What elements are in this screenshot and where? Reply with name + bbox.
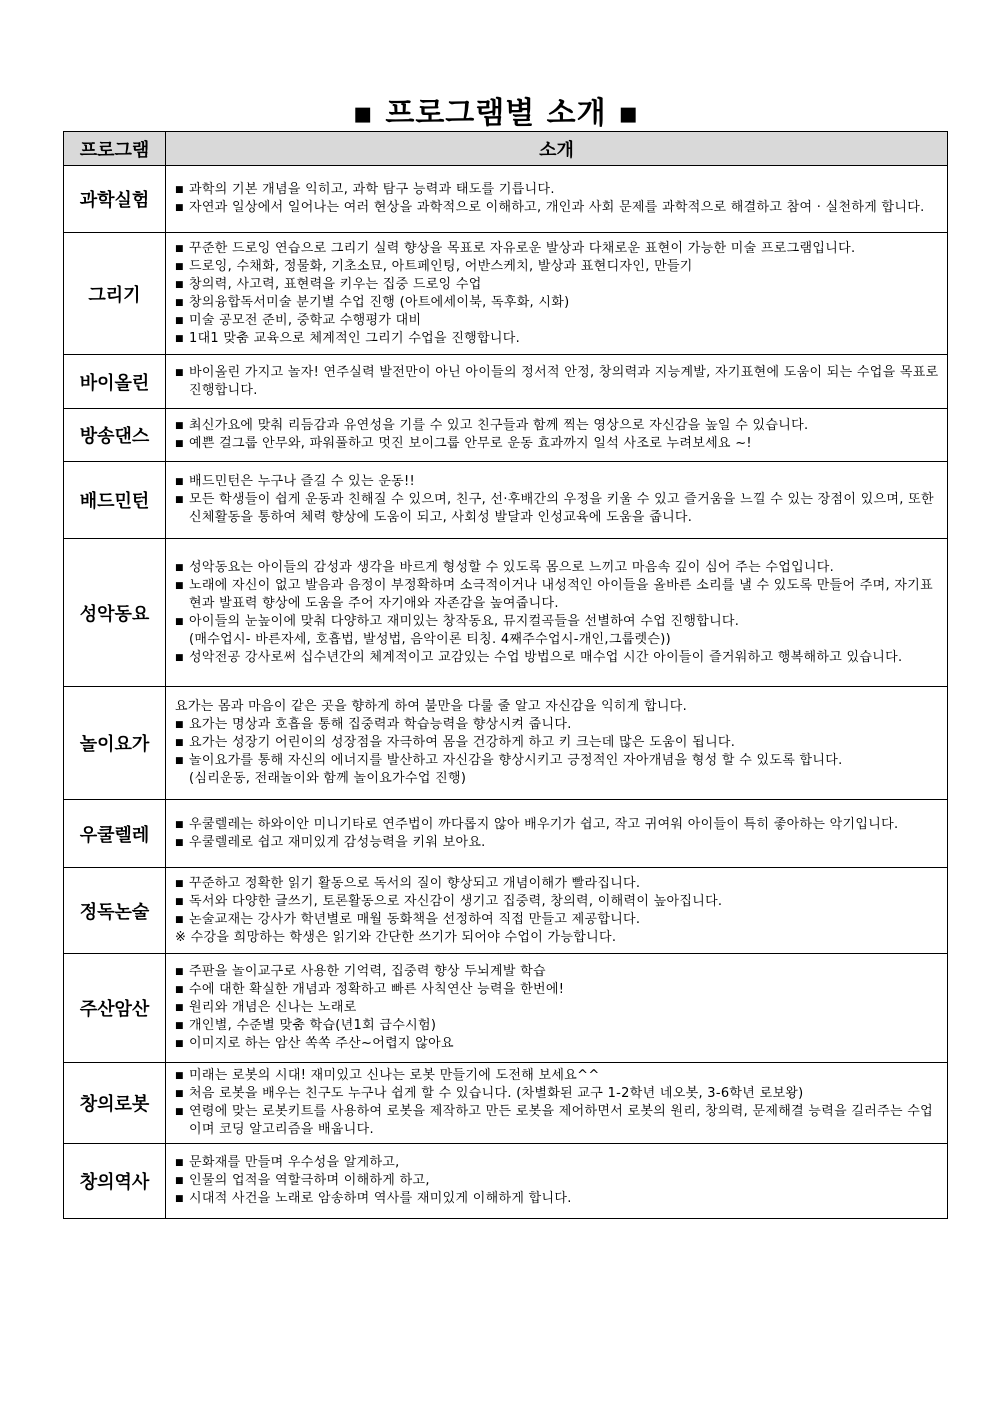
bullet-item: ■ 우쿨렐레는 하와이안 미니기타로 연주법이 까다롭지 않아 배우기가 쉽고, 작고 귀여워 아이들이 특히 좋아하는 악기입니다.	[175, 816, 943, 834]
note-line: (심리운동, 전래놀이와 함께 놀이요가수업 진행)	[189, 771, 467, 786]
bullet-item: ■ 드로잉, 수채화, 정물화, 기초소묘, 아트페인팅, 어반스케치, 발상과 표현디자인, 만들기	[175, 258, 943, 276]
program-description	[166, 1144, 948, 1219]
program-name: 성악동요	[64, 539, 166, 687]
program-description	[166, 355, 948, 409]
table-row	[64, 687, 948, 800]
program-name: 주산암산	[64, 954, 166, 1063]
program-name: 과학실험	[64, 166, 166, 233]
program-description	[166, 868, 948, 954]
table-row	[64, 868, 948, 954]
header-intro: 소개	[166, 132, 948, 166]
table-row	[64, 166, 948, 233]
table-row	[64, 355, 948, 409]
bullet-item: ■ 꾸준하고 정확한 읽기 활동으로 독서의 질이 향상되고 개념이해가 빨라집니다.	[175, 875, 943, 893]
bullet-item: ■ 연령에 맞는 로봇키트를 사용하여 로봇을 제작하고 만든 로봇을 제어하면서 로봇의 원리, 창의력, 문제해결 능력을 길러주는 수업이며 코딩 알고리즘을 배웁니다.	[175, 1103, 943, 1139]
program-description	[166, 409, 948, 462]
bullet-item: ■ 미래는 로봇의 시대! 재미있고 신나는 로봇 만들기에 도전해 보세요^^	[175, 1067, 943, 1085]
bullet-item: ■ 과학의 기본 개념을 익히고, 과학 탐구 능력과 태도를 기릅니다.	[175, 181, 943, 199]
program-description	[166, 462, 948, 539]
program-name: 정독논술	[64, 868, 166, 954]
bullet-item: ■ 창의융합독서미술 분기별 수업 진행 (아트에세이북, 독후화, 시화)	[175, 294, 943, 312]
bullet-item: ■ 개인별, 수준별 맞춤 학습(년1회 급수시험)	[175, 1017, 943, 1035]
bullet-item: ■ 이미지로 하는 암산 쏙쏙 주산~어렵지 않아요	[175, 1035, 943, 1053]
bullet-item: ■ 처음 로봇을 배우는 친구도 누구나 쉽게 할 수 있습니다. (차별화된 교구 1-2학년 네오봇, 3-6학년 로보왕)	[175, 1085, 943, 1103]
bullet-item: ■ 자연과 일상에서 일어나는 여러 현상을 과학적으로 이해하고, 개인과 사회 문제를 과학적으로 해결하고 참여 · 실천하게 합니다.	[175, 199, 943, 217]
program-name: 그리기	[64, 233, 166, 355]
table-row	[64, 462, 948, 539]
bullet-item: ■ 논술교재는 강사가 학년별로 매월 동화책을 선정하여 직접 만들고 제공합니다.	[175, 911, 943, 929]
table-row	[64, 1063, 948, 1144]
table-row	[64, 233, 948, 355]
program-description	[166, 800, 948, 868]
bullet-item: ■ 원리와 개념은 신나는 노래로	[175, 999, 943, 1017]
bullet-item: ■ 모든 학생들이 쉽게 운동과 친해질 수 있으며, 친구, 선·후배간의 우정을 키울 수 있고 즐거움을 느낄 수 있는 장점이 있으며, 또한 신체활동을 통하여 체력 향상에 도움이 되고, 사회성 발달과 인성교육에 도움을 줍니다.	[175, 491, 943, 527]
bullet-item: ■ 아이들의 눈높이에 맞춰 다양하고 재미있는 창작동요, 뮤지컬곡들을 선별하여 수업 진행합니다.	[175, 613, 943, 631]
bullet-item: ■ 바이올린 가지고 놀자! 연주실력 발전만이 아닌 아이들의 정서적 안정, 창의력과 지능계발, 자기표현에 도움이 되는 수업을 목표로 진행합니다.	[175, 364, 943, 400]
table-row	[64, 409, 948, 462]
note-line: 요가는 몸과 마음이 같은 곳을 향하게 하여 불만을 다룰 줄 알고 자신감을 익히게 합니다.	[175, 699, 688, 714]
program-description	[166, 954, 948, 1063]
table-row	[64, 539, 948, 687]
program-name: 창의로봇	[64, 1063, 166, 1144]
program-name: 배드민턴	[64, 462, 166, 539]
program-description	[166, 166, 948, 233]
bullet-item: ■ 꾸준한 드로잉 연습으로 그리기 실력 향상을 목표로 자유로운 발상과 다채로운 표현이 가능한 미술 프로그램입니다.	[175, 240, 943, 258]
bullet-item: ■ 수에 대한 확실한 개념과 정확하고 빠른 사칙연산 능력을 한번에!	[175, 981, 943, 999]
program-description	[166, 1063, 948, 1144]
program-name: 놀이요가	[64, 687, 166, 800]
bullet-item: ■ 놀이요가를 통해 자신의 에너지를 발산하고 자신감을 향상시키고 긍정적인 자아개념을 형성 할 수 있도록 합니다.	[175, 752, 943, 770]
bullet-item: ■ 독서와 다양한 글쓰기, 토론활동으로 자신감이 생기고 집중력, 창의력, 이해력이 높아집니다.	[175, 893, 943, 911]
bullet-item: ■ 요가는 성장기 어린이의 성장점을 자극하여 몸을 건강하게 하고 키 크는데 많은 도움이 됩니다.	[175, 734, 943, 752]
note-line: (매수업시- 바른자세, 호흡법, 발성법, 음악이론 티칭. 4째주수업시-개인,그룹렛슨))	[189, 631, 672, 647]
bullet-item: ■ 시대적 사건을 노래로 암송하며 역사를 재미있게 이해하게 합니다.	[175, 1190, 943, 1208]
bullet-item: ■ 예쁜 걸그룹 안무와, 파워풀하고 멋진 보이그룹 안무로 운동 효과까지 일석 사조로 누려보세요 ~!	[175, 435, 943, 453]
program-name: 우쿨렐레	[64, 800, 166, 868]
bullet-item: ■ 문화재를 만들며 우수성을 알게하고,	[175, 1154, 943, 1172]
bullet-item: ■ 배드민턴은 누구나 즐길 수 있는 운동!!	[175, 473, 943, 491]
bullet-item: ■ 최신가요에 맞춰 리듬감과 유연성을 기를 수 있고 친구들과 함께 찍는 영상으로 자신감을 높일 수 있습니다.	[175, 417, 943, 435]
table-row	[64, 800, 948, 868]
program-name: 바이올린	[64, 355, 166, 409]
program-name: 창의역사	[64, 1144, 166, 1219]
bullet-item: ■ 성악동요는 아이들의 감성과 생각을 바르게 형성할 수 있도록 몸으로 느끼고 마음속 깊이 심어 주는 수업입니다.	[175, 559, 943, 577]
bullet-item: ■ 미술 공모전 준비, 중학교 수행평가 대비	[175, 312, 943, 330]
note-line: ※ 수강을 희망하는 학생은 읽기와 간단한 쓰기가 되어야 수업이 가능합니다.	[175, 929, 617, 945]
bullet-item: ■ 우쿨렐레로 쉽고 재미있게 감성능력을 키워 보아요.	[175, 834, 943, 852]
table-row	[64, 954, 948, 1063]
program-table	[63, 131, 948, 1219]
program-description	[166, 687, 948, 800]
program-name: 방송댄스	[64, 409, 166, 462]
program-description	[166, 539, 948, 687]
bullet-item: ■ 노래에 자신이 없고 발음과 음정이 부정확하며 소극적이거나 내성적인 아이들을 올바른 소리를 낼 수 있도록 만들어 주며, 자기표현과 발표력 향상에 도움을 주어 자기애와 자존감을 높여줍니다.	[175, 577, 943, 613]
bullet-item: ■ 창의력, 사고력, 표현력을 키우는 집중 드로잉 수업	[175, 276, 943, 294]
table-row	[64, 1144, 948, 1219]
table-header-row	[64, 132, 948, 166]
page-title: ▪ 프로그램별 소개 ▪	[352, 96, 640, 131]
header-program: 프로그램	[64, 132, 166, 166]
bullet-item: ■ 인물의 업적을 역할극하며 이해하게 하고,	[175, 1172, 943, 1190]
bullet-item: ■ 주판을 놀이교구로 사용한 기억력, 집중력 향상 두뇌계발 학습	[175, 963, 943, 981]
bullet-item: ■ 1대1 맞춤 교육으로 체계적인 그리기 수업을 진행합니다.	[175, 330, 943, 348]
bullet-item: ■ 요가는 명상과 호흡을 통해 집중력과 학습능력을 향상시켜 줍니다.	[175, 716, 943, 734]
bullet-item: ■ 성악전공 강사로써 십수년간의 체계적이고 교감있는 수업 방법으로 매수업 시간 아이들이 즐거워하고 행복해하고 있습니다.	[175, 649, 943, 667]
program-description	[166, 233, 948, 355]
